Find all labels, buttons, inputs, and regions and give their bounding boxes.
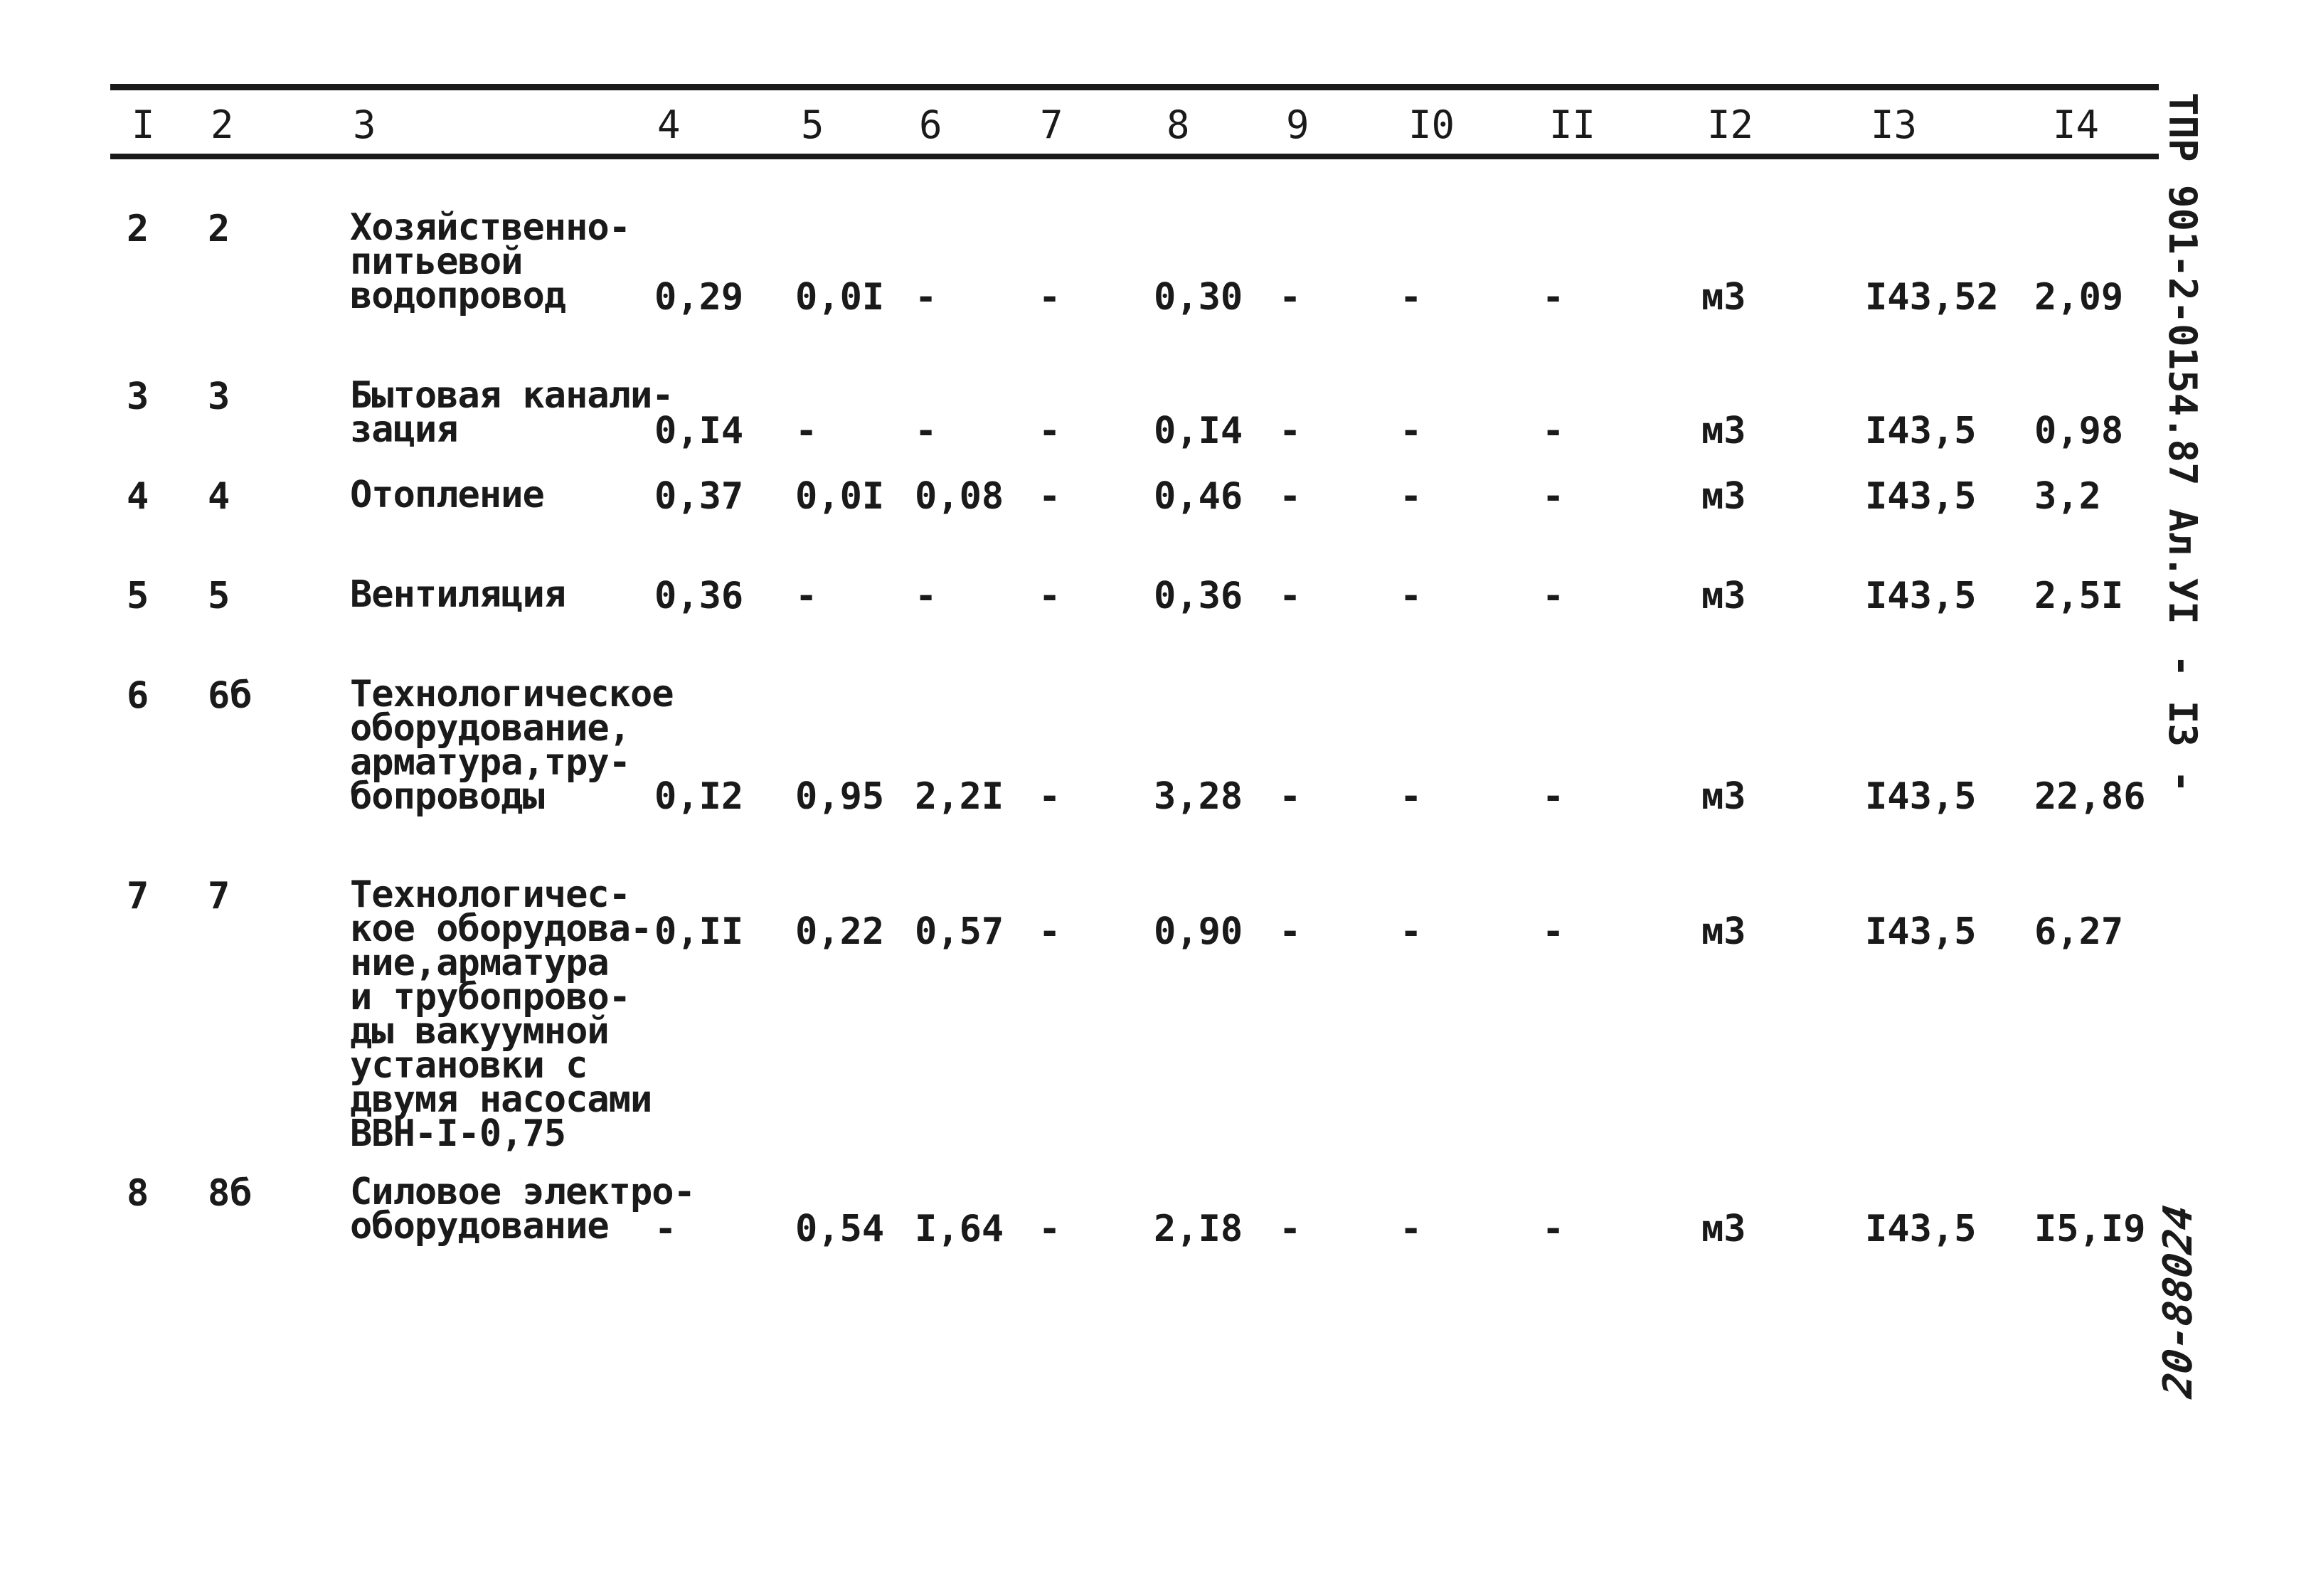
column-header: 4 (657, 102, 681, 147)
header-bottom-rule (110, 154, 2159, 159)
table-cell: - (1279, 475, 1302, 518)
table-cell: - (1400, 910, 1423, 953)
table-cell: 2,09 (2034, 276, 2124, 319)
table-cell: м3 (1701, 475, 1746, 518)
table-cell: - (795, 410, 818, 452)
table-cell: I43,5 (1865, 775, 1977, 818)
table-cell: м3 (1701, 410, 1746, 452)
table-cell: 0,0I (795, 276, 885, 319)
table-cell: 6,27 (2034, 910, 2124, 953)
table-cell: - (1542, 1208, 1565, 1250)
archive-stamp: 20-88024 (2155, 1202, 2201, 1401)
table-cell: 0,I2 (654, 775, 744, 818)
table-cell: - (654, 1208, 677, 1250)
table-cell: - (1279, 410, 1302, 452)
table-cell: 0,22 (795, 910, 885, 953)
table-cell: 3 (127, 376, 149, 418)
table-cell: I5,I9 (2034, 1208, 2146, 1250)
table-cell: 5 (127, 575, 149, 617)
table-cell: 0,36 (1154, 575, 1243, 617)
table-cell: 2 (208, 208, 230, 250)
table-cell: I43,5 (1865, 575, 1977, 617)
table-cell: м3 (1701, 575, 1746, 617)
table-cell: - (1279, 276, 1302, 319)
column-header: I3 (1871, 102, 1918, 147)
table-cell: 0,29 (654, 276, 744, 319)
table-cell: 2,5I (2034, 575, 2124, 617)
table-cell: - (1038, 775, 1061, 818)
table-cell: 3,28 (1154, 775, 1243, 818)
table-cell: - (1279, 1208, 1302, 1250)
table-cell: 2,I8 (1154, 1208, 1243, 1250)
table-cell: 0,46 (1154, 475, 1243, 518)
table-cell: 0,98 (2034, 410, 2124, 452)
table-cell: 6 (127, 674, 149, 717)
table-cell: 0,0I (795, 475, 885, 518)
table-cell: м3 (1701, 910, 1746, 953)
table-cell: 3,2 (2034, 475, 2101, 518)
table-cell: 4 (208, 475, 230, 518)
column-header: 6 (919, 102, 942, 147)
table-cell: - (915, 575, 937, 617)
column-header: 9 (1286, 102, 1309, 147)
table-cell: 22,86 (2034, 775, 2146, 818)
table-cell: 7 (127, 875, 149, 917)
table-cell: I43,5 (1865, 910, 1977, 953)
table-cell: I43,5 (1865, 410, 1977, 452)
table-cell: 0,II (654, 910, 744, 953)
column-header: 5 (801, 102, 824, 147)
table-cell: 8б (208, 1172, 253, 1215)
table-cell: 0,37 (654, 475, 744, 518)
table-cell: - (1542, 775, 1565, 818)
table-cell: - (1038, 1208, 1061, 1250)
table-cell: I43,5 (1865, 475, 1977, 518)
table-cell: 0,30 (1154, 276, 1243, 319)
table-cell: 0,36 (654, 575, 744, 617)
table-cell: 6б (208, 674, 253, 717)
table-cell: 2,2I (915, 775, 1004, 818)
column-header: 3 (353, 102, 376, 147)
table-cell: I43,52 (1865, 276, 1999, 319)
row-name-cell: Вентиляция (350, 573, 566, 616)
table-cell: - (915, 276, 937, 319)
column-header: 8 (1167, 102, 1190, 147)
table-cell: - (1038, 410, 1061, 452)
column-header: 2 (211, 102, 234, 147)
table-cell: 5 (208, 575, 230, 617)
table-cell: - (1038, 475, 1061, 518)
column-header: I0 (1408, 102, 1455, 147)
table-cell: - (1400, 475, 1423, 518)
table-cell: - (1400, 775, 1423, 818)
table-cell: - (1279, 775, 1302, 818)
table-cell: - (1542, 410, 1565, 452)
column-header: 7 (1040, 102, 1063, 147)
row-name-cell: Бытовая канали- зация (350, 374, 674, 451)
row-name-cell: Технологичес- кое оборудова- ние,арматура и трубопрово- ды вакуумной установки с двумя насосами ВВН-I-0,75 (350, 873, 652, 1155)
table-cell: - (1038, 910, 1061, 953)
table-cell: 8 (127, 1172, 149, 1215)
table-cell: I43,5 (1865, 1208, 1977, 1250)
row-name-cell: Силовое электро- оборудование (350, 1171, 695, 1247)
table-cell: I,64 (915, 1208, 1004, 1250)
table-cell: - (915, 410, 937, 452)
table-cell: 0,57 (915, 910, 1004, 953)
table-cell: 0,95 (795, 775, 885, 818)
table-cell: - (1542, 910, 1565, 953)
column-header: I2 (1707, 102, 1754, 147)
table-cell: м3 (1701, 1208, 1746, 1250)
table-cell: - (1400, 410, 1423, 452)
table-cell: - (1279, 910, 1302, 953)
table-cell: 0,54 (795, 1208, 885, 1250)
table-cell: - (1400, 276, 1423, 319)
column-header: I (132, 102, 155, 147)
table-cell: - (1038, 276, 1061, 319)
table-top-rule (110, 84, 2159, 90)
table-cell: 0,I4 (1154, 410, 1243, 452)
table-cell: - (1038, 575, 1061, 617)
table-cell: 3 (208, 376, 230, 418)
table-cell: 0,08 (915, 475, 1004, 518)
row-name-cell: Хозяйственно- питьевой водопровод (350, 206, 630, 317)
table-cell: 2 (127, 208, 149, 250)
table-cell: - (1400, 1208, 1423, 1250)
row-name-cell: Отопление (350, 474, 544, 516)
table-cell: 0,90 (1154, 910, 1243, 953)
table-cell: - (795, 575, 818, 617)
table-cell: м3 (1701, 775, 1746, 818)
table-cell: м3 (1701, 276, 1746, 319)
column-header: II (1549, 102, 1596, 147)
table-cell: - (1542, 475, 1565, 518)
row-name-cell: Технологическое оборудование, арматура,тру- бопроводы (350, 673, 674, 818)
table-cell: - (1400, 575, 1423, 617)
table-cell: 7 (208, 875, 230, 917)
document-code: ТПР 901-2-0154.87 Ал.УI (2160, 92, 2205, 624)
table-cell: 4 (127, 475, 149, 518)
column-header: I4 (2053, 102, 2100, 147)
table-cell: - (1542, 276, 1565, 319)
table-cell: - (1279, 575, 1302, 617)
table-cell: - (1542, 575, 1565, 617)
page-number: - I3 - (2160, 654, 2205, 794)
table-cell: 0,I4 (654, 410, 744, 452)
